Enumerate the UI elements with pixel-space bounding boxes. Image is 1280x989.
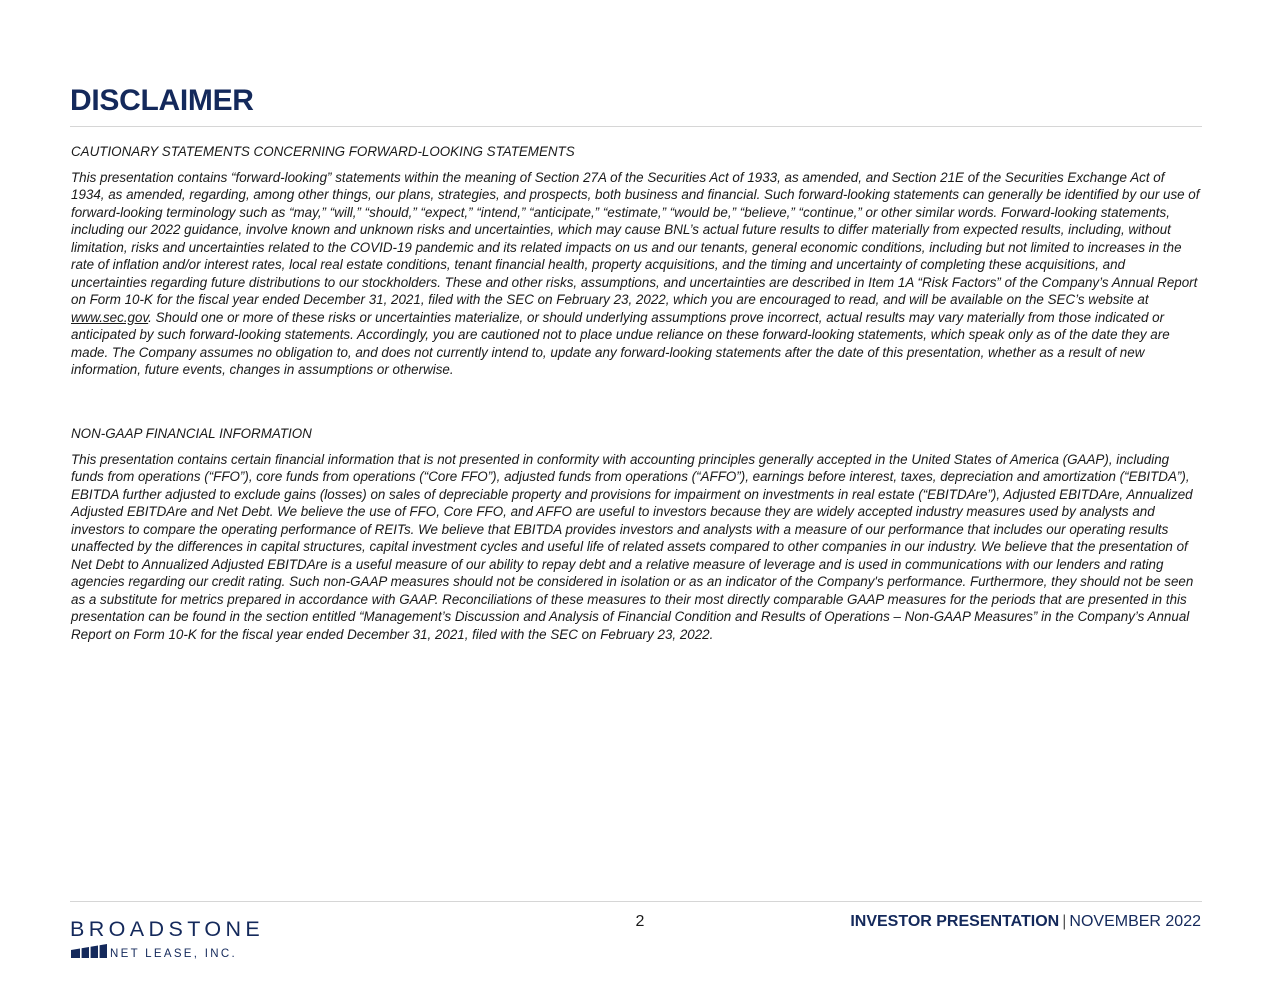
title-divider bbox=[70, 126, 1202, 127]
forward-looking-paragraph bbox=[71, 169, 1201, 378]
presentation-date: NOVEMBER 2022 bbox=[1069, 913, 1201, 930]
page-number: 2 bbox=[635, 913, 645, 930]
non-gaap-heading: NON-GAAP FINANCIAL INFORMATION bbox=[71, 426, 312, 441]
forward-looking-text-part1: This presentation contains “forward-looking” statements within the meaning of Section 27A of the Securities Act of 1933, as amended, and Section 21E of the Securities Exchange Act of 1934, as amended, regarding, among other things, our plans, strategies, and prospects, both business and financial. Such forward-looking statements can generally be identified by our use of forward-looking terminology such as “may,” “will,” “should,” “expect,” “intend,” “anticipate,” “estimate,” “would be,” “believe,” “continue,” or other similar words. Forward-looking statements, including our 2022 guidance, involve known and unknown risks and uncertainties, which may cause BNL’s actual future results to differ materially from expected results, including, without limitation, risks and uncertainties related to the COVID-19 pandemic and its related impacts on us and our tenants, general economic conditions, including but not limited to increases in the rate of inflation and/or interest rates, local real estate conditions, tenant financial health, property acquisitions, and the timing and uncertainty of completing these acquisitions, and uncertainties regarding future distributions to our stockholders. These and other risks, assumptions, and uncertainties are described in Item 1A “Risk Factors” of the Company’s Annual Report on Form 10-K for the fiscal year ended December 31, 2021, filed with the SEC on February 23, 2022, which you are encouraged to read, and will be available on the SEC’s website at bbox=[71, 170, 1200, 308]
logo-subtitle: NET LEASE, INC. bbox=[110, 948, 237, 960]
footer-divider bbox=[70, 901, 1202, 902]
building-icon bbox=[71, 943, 107, 958]
non-gaap-paragraph: This presentation contains certain financial information that is not presented in conformity with accounting principles generally accepted in the United States of America (GAAP), including funds from operations (“FFO”), core funds from operations (“Core FFO”), adjusted funds from operations (“AFFO”), earnings before interest, taxes, depreciation and amortization (“EBITDA”), EBITDA further adjusted to exclude gains (losses) on sales of depreciable property and provisions for impairment on investments in real estate (“EBITDAre”), Adjusted EBITDAre, Annualized Adjusted EBITDAre and Net Debt. We believe the use of FFO, Core FFO, and AFFO are useful to investors because they are widely accepted industry measures used by analysts and investors to compare the operating performance of REITs. We believe that EBITDA provides investors and analysts with a measure of our performance that includes our operating results unaffected by the differences in capital structures, capital investment cycles and useful life of related assets compared to other companies in our industry. We believe that the presentation of Net Debt to Annualized Adjusted EBITDAre is a useful measure of our ability to repay debt and a relative measure of leverage and is used in communications with our lenders and rating agencies regarding our credit rating. Such non-GAAP measures should not be considered in isolation or as an indicator of the Company's performance. Furthermore, they should not be seen as a substitute for metrics prepared in accordance with GAAP. Reconciliations of these measures to their most directly comparable GAAP measures for the periods that are presented in this presentation can be found in the section entitled “Management’s Discussion and Analysis of Financial Condition and Results of Operations – Non-GAAP Measures” in the Company’s Annual Report on Form 10-K for the fiscal year ended December 31, 2021, filed with the SEC on February 23, 2022. bbox=[71, 452, 1194, 642]
footer-separator: | bbox=[1062, 913, 1067, 930]
presentation-title: INVESTOR PRESENTATION bbox=[850, 913, 1060, 930]
broadstone-logo bbox=[70, 918, 270, 963]
page-title: DISCLAIMER bbox=[70, 84, 254, 117]
presentation-label bbox=[850, 913, 1201, 931]
forward-looking-text-part2: . Should one or more of these risks or uncertainties materialize, or should underlying assumptions prove incorrect, actual results may vary materially from those indicated or anticipated by such forward-looking statements. Accordingly, you are cautioned not to place undue reliance on these forward-looking statements, which speak only as of the date they are made. The Company assumes no obligation to, and does not currently intend to, update any forward-looking statements after the date of this presentation, whether as a result of new information, future events, changes in assumptions or otherwise. bbox=[71, 309, 1170, 377]
forward-looking-heading: CAUTIONARY STATEMENTS CONCERNING FORWARD-LOOKING STATEMENTS bbox=[71, 144, 575, 159]
non-gaap-section bbox=[71, 425, 1201, 643]
forward-looking-section bbox=[71, 143, 1201, 378]
sec-website-link[interactable]: www.sec.gov bbox=[71, 309, 149, 325]
logo-wordmark: BROADSTONE bbox=[70, 917, 265, 941]
